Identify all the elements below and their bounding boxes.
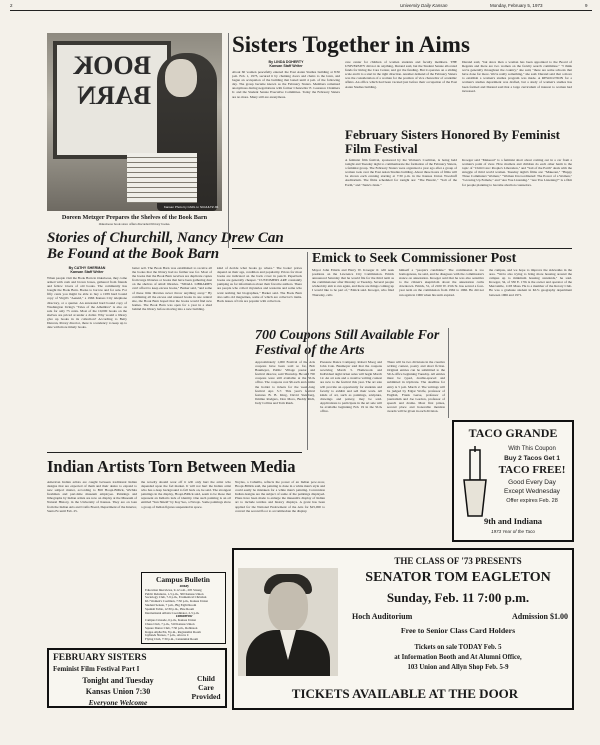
- sisters-headline: Sisters Together in Aims: [232, 32, 470, 57]
- eagleton-tickets-2: at Information Booth and At Alumni Office,: [394, 654, 522, 661]
- bulletin-item: Kappa Alpha Psi, 8 p.m., Regionalist Room: [145, 630, 201, 634]
- eagleton-top: THE CLASS OF '73 PRESENTS: [394, 556, 522, 566]
- coupons-column-1: Approximately 1,000 Festival of the Arts coupons have been sold so far, Bob Baumeyer, Public Village pastor and festival director, said Thursday. He said 700 coupons were still available at the SUA office. The coupons cost $6 each and entitle the holder to tickets for the week-long festival Apr. 3-7. This year's festival features B. B. King, David Steinberg, Jimmie Rodgers, Don Moro, Buddy Rich, Judy Collins and Tom Rush.: [255, 360, 315, 405]
- sisters-byline: By LINDA DOHERTY Kansan Staff Writer: [268, 60, 304, 68]
- churchill-headline: Stories of Churchill, Nancy Drew Can Be Found at the Book Barn: [47, 230, 284, 262]
- bulletin-item: Square Dance Club, 7:30 p.m., Robinson: [145, 626, 198, 630]
- sisters-column-2: care center for children of women students and faculty members. THE UNIVERSITY did not do anything, Durand said, but the Student Senate allocated funds for hiring the Care Center, and got the funding. But it operates on a sliding scale and it is a start in the right direction. Another demand of the February Sisters was the consideration of a woman for the position of vice chancellor of academic affairs. An office which had been vacated just before their occupation of the East Asian Studies building.: [345, 60, 457, 89]
- indian-column-3: Noyles, a Cahuilla, reflects the power of an Indian pow-wow, Hoopi-Billick said, the painting is done in a white man's style and could easily be mistaken for a white man's painting. Convention Indian designs are the subject of some of the paintings displayed. Plans have been made to enlarge the museum's display of Indian art to include textiles and history displays. A grant has been applied for the National Endowment of the Arts for $25,000 to convert the second floor to accommodate the display.: [235, 480, 325, 513]
- bulletin-item: Education Interviews, 9-12 a.m., 205 Strong: [145, 588, 202, 592]
- masthead-rule: [10, 10, 592, 11]
- churchill-column-1: When people visit the Book Barn in Oskaloosa, they come armed with cash and brown boxes, gathered from friends and fellow lovers of old books. The community has bought the Book Barn. Books to borrow and for sale. For fifty cents you might be able to buy a 1939 hard bound copy of Virgil's "Aeneid," a 1966 Kansas City telephone directory, or a quarter. An annotated hard bound copy of Washington Irving's "Tales of the Alhambra" is also on sale for only 75 cents. Most of the 10,000 books on the shelves are priced at under a dollar. Why would a library give up books in its collection? According to Betty Duncan, library director, there is a tendency to keep up to date with more timely books.: [47, 276, 127, 330]
- eagleton-tickets-3: 103 Union and Allyn Shop Feb. 5-9: [407, 664, 509, 671]
- book-barn-sign: BOOK BARN: [72, 51, 151, 110]
- page-number-left: 2: [10, 3, 13, 8]
- sisters-column-3: Durand said, "but since then a woman has been appointed to the Board of Regents and there are two women on the faculty search committee." "I think we're generally throughout the country," she said, "there are some schools that have done far more. We're really something," she said. Durand said that a move to establish a women's studies program was made. A RESOLUTION for a women's studies department was drafted, but a study of women's studies has been formed and Durand said that a large curriculum of interest to women had increased.: [462, 60, 572, 93]
- taco-line-8: 1973 Year of the Taco: [491, 529, 535, 534]
- taco-line-2: Buy 2 Tacos Get 1: [504, 455, 560, 462]
- coupons-headline: 700 Coupons Still Available For Festival of the Arts: [255, 328, 440, 358]
- taco-bell-illustration: [460, 446, 490, 520]
- indian-headline: Indian Artists Torn Between Media: [47, 457, 296, 476]
- photo-caption-title: Doreen Metzger Prepares the Shelves of the Book Barn: [61, 214, 208, 221]
- coupons-column-2: Pressure Dance Company, Robert Moog and John Cale. Baumeyer said that the coupons receiving March 5. Homework and Individual night ticket sales will begin March 12. An art sale and a creative writing contest are new to the festival this year. The art sale will provide an opportunity for students and faculty to exhibit and sell their work. All kinds of art, such as paintings, sculpture, drawings and pottery, may be sold. Applications to participate in the art sale will be available beginning Feb. 19 in the SUA office.: [320, 360, 382, 414]
- taco-line-5: Except Wednesday: [504, 488, 560, 495]
- fs-ad-line-1: Tonight and Tuesday: [82, 676, 154, 685]
- portrait-face: [268, 582, 308, 632]
- fs-ad-side-2: Care: [198, 683, 214, 692]
- paper-name: University Daily Kansan: [400, 3, 448, 8]
- bulletin-item: Public Relations, 1-5 p.m., 300 Kansas Union: [145, 592, 204, 596]
- fs-ad-side-1: Child: [197, 674, 215, 683]
- fs-ad-side-3: Provided: [191, 692, 221, 701]
- fs-ad-line-2: Kansas Union 7:30: [85, 687, 151, 696]
- taco-line-3: TACO FREE!: [498, 464, 566, 476]
- eagleton-bottom: TICKETS AVAILABLE AT THE DOOR: [291, 686, 519, 701]
- bulletin-item: Chess Club, 7 p.m., 310 Kansas Union: [145, 622, 195, 626]
- page-number-right: 9: [585, 3, 588, 8]
- feb-sisters-column-1: A feminist film festival, sponsored by the Women's Coalition, is being held tonight and Tuesday night to commemorate the formation of the February Sisters, a feminist group. The February Sisters were organized a year ago after a group of women took over the East Asian Studies building. About three hours of films will be shown each evening starting at 7:30 p.m. in the Kansas Union Woodruff Auditorium. The films scheduled for tonight are: "The Heretic," "Salt of the Earth," and "Janie's Janie.": [345, 158, 457, 187]
- eagleton-free: Free to Senior Class Card Holders: [400, 626, 516, 635]
- emick-headline: Emick to Seek Commissioner Post: [312, 251, 517, 266]
- indian-column-1: American Indian artists are caught between traditional Indian designs that are expected of them and their desire to expand to new subject matter, according to Bill Hoopi-Billick, Wichita freshman and part-time museum employee. Paintings and lithographs by Indian artists are now on display at the Museum of Natural History, in the University of Kansas. They are on loan from the Indian Arts and Crafts Board, Department of the Interior, Santa Fe until Feb. 25.: [47, 480, 137, 513]
- fs-ad-title: FEBRUARY SISTERS: [53, 653, 147, 663]
- feb-sisters-bottom-rule: [232, 248, 572, 249]
- indian-column-2: the novelty should wear off it will only hurt the artist who depended upon the fad market. It will not hurt the Indian artist who has a deep background to fall back on, he said. The strongest paintings in the display, Hoopi-Billick said, seem to be those that represent an Indian's lack of identity. One such painting is an oil entitled "Sun Shield" by Kay Seo, a Navajo. Some paintings show a group of Indian figures suspended in space.: [141, 480, 231, 509]
- emick-column-2: himself a "people's candidate." The commission is too homogenous, he said, and he disagrees with the commission's stance on annexation. Kroeger said that he was also sensitive to the citizen's skepticism about the annexation curbs downtown. Emick, 51, of 2100 W. 25th St. has served a four-year term on the commission from 1962 to 1966. He did not run again in 1966 when his term expired.: [399, 268, 484, 297]
- campus-bulletin-list: [145, 585, 223, 643]
- fs-ad-line-3: Everyone Welcome: [88, 698, 148, 707]
- eagleton-venue: Hoch Auditorium: [352, 612, 413, 621]
- eagleton-datetime: Sunday, Feb. 11 7:00 p.m.: [386, 590, 530, 605]
- bulletin-item: Jayhawk Nurses, 7 p.m., Alcove C: [145, 634, 189, 638]
- eagleton-admission: Admission $1.00: [511, 612, 568, 621]
- issue-date: Monday, February 5, 1973: [490, 3, 543, 8]
- eagleton-tickets-1: Tickets on sale TODAY Feb. 5: [414, 644, 502, 651]
- masthead: [10, 2, 592, 10]
- sisters-column-1: About 60 women peacefully entered the East Asian Studies building at 8:30 p.m. Feb. 1, 1973, secured it by chaining doors and chairs to the lawn, and began an occupation of the building that lasted until 4 p.m. of the following day. The group became known as the February Sisters. Members remained anonymous during negotiations with former Chancellor E. Laurence Chalmers Jr. and the Student Senate Executive Committee. Today the February Sisters are no more. Many still are anonymous.: [232, 70, 340, 99]
- woman-face: [165, 59, 197, 97]
- churchill-column-2: better sell. The Book Barn was established to receive all the books that the library had no further use for. Most of the books that the Book Barn receives are duplicate copies from large libraries or books that have been gathering dust on the shelves of small libraries. "SMALL LIBRARIES can't afford to keep excess books," Barker said, "and some of these little libraries never throw anything away." By combining all the excess and unused books in one central site, the Book Barn hoped that the books would find new homes. The Book Barn was open for a year in a shed behind the library before moving into a new building.: [132, 266, 212, 311]
- column-rule-mid: [307, 252, 308, 450]
- churchill-bottom-rule: [47, 452, 302, 453]
- photo-caption-text: Oskaloosa book store offers discarded library books.: [98, 222, 171, 226]
- churchill-byline: By CATHY SHERMAN Kansan Staff Writer: [68, 266, 106, 274]
- taco-line-4: Good Every Day: [508, 479, 556, 486]
- bulletin-item: Today: [179, 585, 189, 588]
- column-rule-left: [228, 33, 229, 248]
- eagleton-portrait: [238, 568, 338, 676]
- taco-line-1: With This Coupon: [508, 446, 556, 452]
- taco-grande-ad: [452, 420, 574, 542]
- bulletin-item: KU Women's Coalition, 7:30 p.m., Kansas Union: [145, 600, 208, 604]
- book-barn-photo: [47, 33, 222, 211]
- bulletin-item: Student Senate, 7 p.m., Big Eight Room: [145, 603, 197, 607]
- campus-bulletin: [141, 572, 226, 644]
- book-stack: [127, 153, 197, 203]
- taco-line-6: Offer expires Feb. 28: [506, 498, 558, 504]
- coupons-column-3: There will be two divisions in the creative writing contest, poetry and short fiction. Original entries can be submitted to the SUA office beginning Tuesday. All entries must be typed, double-spaced and submitted in triplicate. The deadline for entry is 5 p.m. March 2. The writings will be judged by Edgar Wolfe, professor of English, Frank Gerse, professor of journalism and Joe Gordon, professor of speech and drama. Most first prizes, second place and honorable mention awards will be given in each division.: [387, 360, 445, 414]
- campus-bulletin-title: Campus Bulletin: [156, 575, 210, 584]
- bulletin-item: Tomorrow: [175, 615, 193, 619]
- churchill-column-3: kind of decide what books go where." The books' prices depend on their age, condition and popularity. Prices for most books are indicated on the back cover in pencil. Paperback books are generally cheaper. "CUSTOMERS ARE constantly pumping us for information about their favorite authors. There are people who collect mysteries and westerns and some who want nothing but biographies," Barker said. The Book Barn also sells old magazines, some of which are collector's items. Back issues of Life are popular with collectors.: [217, 266, 302, 303]
- bulletin-item: Spanish Table, 12:30 p.m., Pine Room: [145, 607, 195, 611]
- feb-sisters-column-2: Kroeger said "Makeout" is a feminist short about coming out in a car from a woman's point of view. How mothers and children do each other harm is the topic of "Child Care: People's Liberation," and "Salt of the Earth" deals with the struggle of third world women. Tuesday night's films are: "Makeout," "Happy Three Commuters' Women," "Women Uncoordinated: The Power of a Woman," "Growing Up Female," and "Are You Listening." "Are You Listening?" is a film for people planning to become abortion counselors.: [462, 158, 572, 187]
- feb-sisters-headline: February Sisters Honored By Feminist Film Festival: [345, 127, 560, 156]
- taco-line-7: 9th and Indiana: [483, 516, 543, 526]
- bulletin-item: Sociology Club, 7-9 p.m., Ecumenical Christian: [145, 596, 207, 600]
- photo-credit: Kansan Photo by CARL H. SCHULTZ JR.: [163, 205, 219, 209]
- column-rule-right: [448, 328, 449, 418]
- fs-ad-subtitle: Feminist Film Festival Part I: [53, 665, 140, 673]
- bulletin-item: Flying Club, 7:30 p.m., Centennial Room: [145, 638, 199, 642]
- eagleton-name: SENATOR TOM EAGLETON: [365, 570, 551, 585]
- bulletin-item: International Affairs Coordinator, 2-5 p.m.: [145, 611, 200, 615]
- bulletin-item: Campus Crusade, 6 p.m., Kansas Union: [145, 619, 196, 623]
- february-sisters-ad: [47, 648, 227, 708]
- taco-title: TACO GRANDE: [468, 426, 558, 440]
- emick-column-1: Mayor John Emick and Harry W. Kroeger Jr. will seek positions on the Lawrence City Commission. Emick announced Saturday that he would file for the third term as the commissioner after Monday or Tuesday. Several people wished my aim to run again, and there are things coming up I would like to be part of," Emick said. Kroeger, who filed Thursday, calls: [312, 268, 394, 297]
- eagleton-ad: [232, 548, 574, 710]
- emick-column-3: the campus, and we hope to improve the sidewalks in the area. "We're also trying to bring more housing around the campus up to minimum housing standards," he said. Kroeger, 34, of 330 E. 17th is the owner and operator of the Mercantile, 1103 Mass. He is a member of the Rotary Club. He was a graduate student in KU's geography department between 1966 and 1971.: [489, 268, 572, 297]
